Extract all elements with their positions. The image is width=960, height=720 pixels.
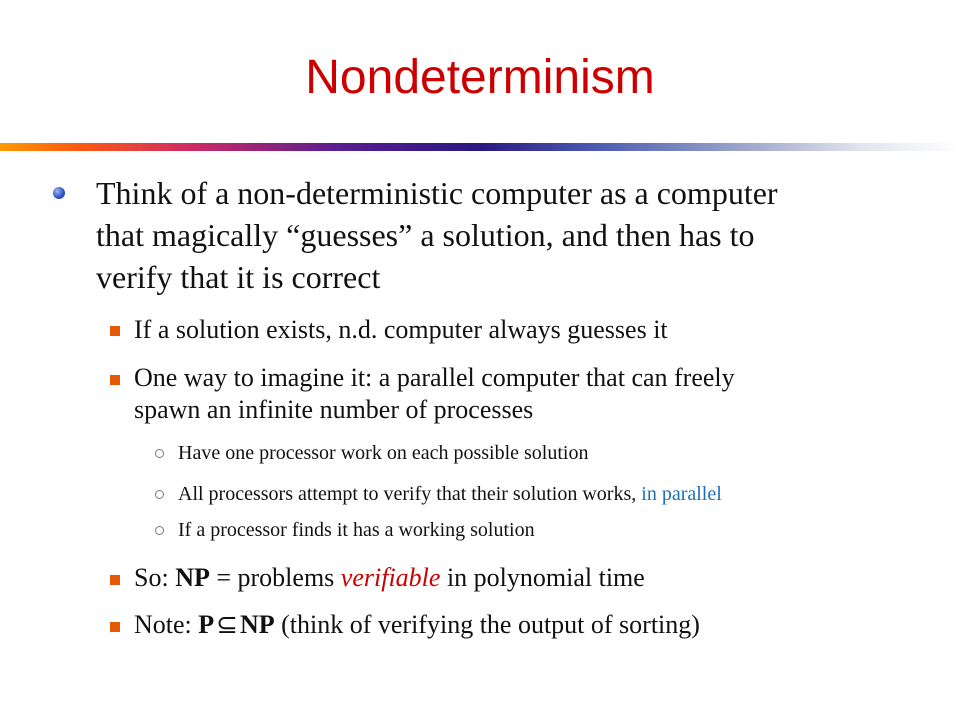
sub4-bold2: NP bbox=[239, 610, 275, 639]
square-bullet-icon bbox=[110, 326, 120, 336]
subsub2-highlight: in parallel bbox=[641, 483, 722, 505]
sub2-line1: One way to imagine it: a parallel computer that can freely bbox=[134, 363, 735, 392]
sub3-middle: = problems bbox=[209, 563, 341, 592]
square-bullet-icon bbox=[110, 622, 120, 632]
sub4-text bbox=[134, 609, 700, 641]
sub3-bold: NP bbox=[175, 563, 210, 592]
bullet1-line2: that magically “guesses” a solution, and then has to bbox=[96, 217, 755, 253]
sub3-suffix: in polynomial time bbox=[440, 563, 645, 592]
bullet1-line1: Think of a non-deterministic computer as a computer bbox=[96, 175, 778, 211]
square-bullet-icon bbox=[110, 375, 120, 385]
sub2-line2: spawn an infinite number of processes bbox=[134, 395, 534, 424]
circle-bullet-icon bbox=[155, 449, 164, 458]
slide-title: Nondeterminism bbox=[305, 51, 655, 104]
subsub2-text bbox=[178, 481, 722, 507]
sub1-text: If a solution exists, n.d. computer always guesses it bbox=[134, 315, 668, 344]
sub4-prefix: Note: bbox=[134, 610, 199, 639]
bullet-dot-icon bbox=[53, 187, 65, 199]
bullet1-line3: verify that it is correct bbox=[96, 259, 381, 295]
square-bullet-icon bbox=[110, 575, 120, 585]
sub3-prefix: So: bbox=[134, 563, 176, 592]
circle-bullet-icon bbox=[155, 490, 164, 499]
subsub2-main: All processors attempt to verify that their solution works, bbox=[178, 483, 642, 505]
sub4-bold1: P bbox=[198, 610, 215, 639]
subsub1-text: Have one processor work on each possible solution bbox=[178, 442, 589, 464]
title-divider bbox=[0, 143, 960, 151]
subset-symbol: ⊆ bbox=[216, 610, 238, 639]
sub3-emph: verifiable bbox=[340, 563, 441, 592]
sub4-suffix: (think of verifying the output of sorting) bbox=[274, 610, 700, 639]
circle-bullet-icon bbox=[155, 526, 164, 535]
subsub3-text: If a processor finds it has a working solution bbox=[178, 519, 535, 541]
sub3-text bbox=[134, 562, 645, 594]
